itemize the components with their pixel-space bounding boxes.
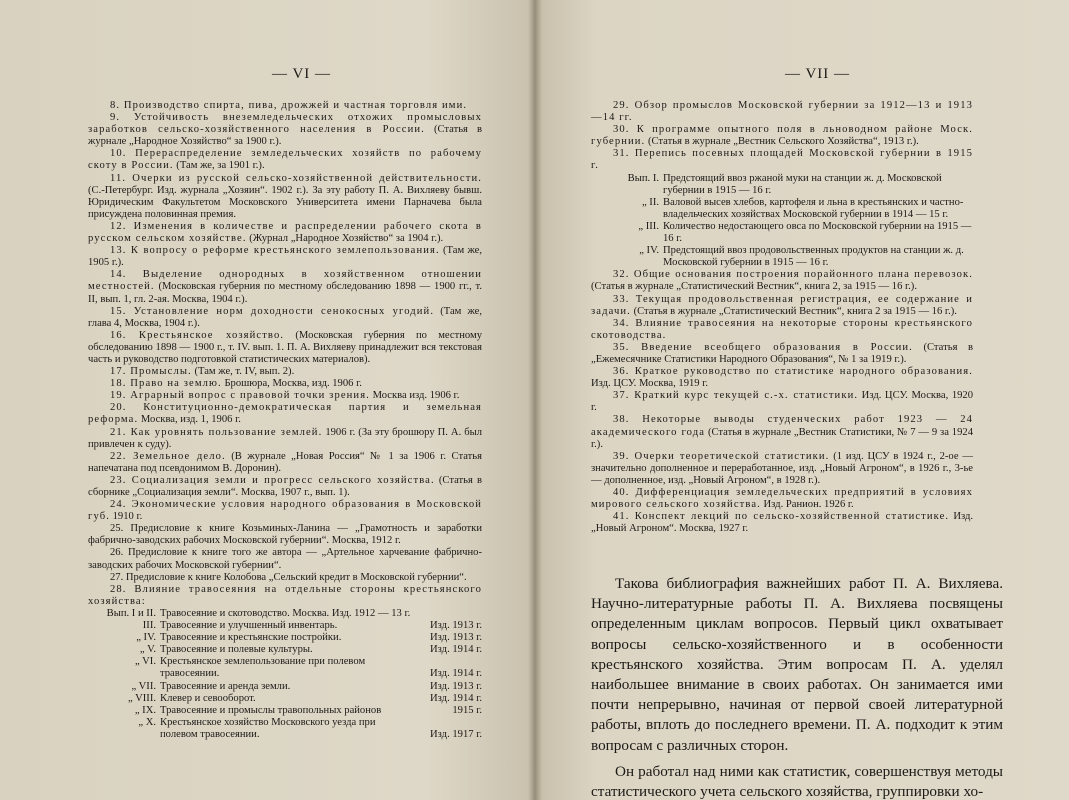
bibliography-entry [88, 547, 482, 571]
sub-item-year: Изд. 1913 г. [430, 620, 482, 632]
sub-item-label: „ III. [638, 220, 659, 232]
sub-item [88, 717, 482, 741]
entry-title: 12. Изменения в количестве и распределении рабочего скота в русском сельском хозяйстве. [88, 220, 482, 245]
sub-item-year: Изд. 1914 г. [430, 668, 482, 680]
entry-title: 37. Краткий курс текущей с.-х. статистики. [613, 390, 859, 402]
entry-title: 32. Общие основания построения порайонного плана перевозок. [613, 269, 973, 281]
sub-item-label: Вып. I и II. [106, 607, 156, 619]
sub-item [88, 632, 482, 644]
sub-item-label: Вып. I. [627, 172, 659, 184]
left-page [0, 0, 533, 800]
sub-item-label: „ IX. [134, 704, 156, 716]
entry-details: (Статья в журнале „Статистический Вестник“, книга 2 за 1915 — 16 г.). [633, 305, 957, 317]
entry-details: (Статья в журнале „Статистический Вестник“, книга 2, за 1915 — 16 г.). [591, 281, 917, 293]
entry-title: 14. Выделение однородных в хозяйственном отношении местностей. [88, 269, 482, 293]
right-page [533, 0, 1069, 800]
entry-title: 22. Земельное дело. [110, 450, 226, 462]
entry-details: (В журнале „Новая Россия“ № 1 за 1906 г. Статья напечатана под псевдонимом В. Доронин). [88, 450, 482, 474]
entry-details: Изд. „Новый Агроном“. Москва, 1927 г. [591, 511, 973, 535]
sub-item-label: „ IV. [136, 632, 156, 644]
sub-item [88, 620, 482, 632]
entry-title: 38. Некоторые выводы студенческих работ 1923 — 24 академического года [591, 414, 973, 438]
sub-item [591, 173, 973, 197]
sub-item-text: Травосеяние и крестьянские постройки. [160, 632, 342, 644]
sub-item-label: „ VI. [135, 656, 156, 668]
sub-item-text: Травосеяние и полевые культуры. [160, 644, 313, 656]
entry-title: 33. Текущая продовольственная регистрация, ее содержание и задачи. [591, 293, 973, 317]
bibliography-entry [88, 427, 482, 451]
bibliography-entry [88, 148, 482, 172]
page-number-right: — VII — [785, 66, 851, 82]
sub-item-year: Изд. 1913 г. [430, 680, 482, 692]
sub-item-label: „ X. [138, 716, 156, 728]
sub-item-text: Крестьянское землепользование при полевом травосеянии. [160, 656, 366, 680]
entry-title: 13. К вопросу о реформе крестьянского землепользования. [110, 245, 440, 257]
prose-paragraph: Он работал над ними как статистик, совершенствуя методы статистического учета сельского хозяйства, группировки хо- [591, 762, 1003, 800]
bibliography-entry [88, 112, 482, 148]
entry-details: (Там же, за 1901 г.). [176, 160, 265, 172]
bibliography-list-right [591, 100, 973, 535]
bibliography-entry [591, 148, 973, 172]
sub-item-year: Изд. 1913 г. [430, 632, 482, 644]
bibliography-entry [591, 318, 973, 342]
prose-paragraph: Такова библиография важнейших работ П. А. Вихляева. Научно-литературные работы П. А. Вихляева посвящены определенным циклам вопросов. Первый цикл охватывает вопросы сельско-хозяйственного и в особенности крестьянского хозяйства. Этим вопросам П. А. уделял наибольшее внимание в своих работах. Он занимается ими почти непрерывно, начиная от первой своей литературной работы, вплоть до последнего времени. П. А. подходит к этим вопросам с различных сторон. [591, 575, 1003, 754]
bibliography-list-left [88, 100, 482, 741]
sub-item [88, 681, 482, 693]
entry-title: 35. Введение всеобщего образования в России. [613, 341, 913, 353]
bibliography-entry [591, 487, 973, 511]
entry-details: (Там же, глава 4, Москва, 1904 г.). [88, 305, 483, 329]
sub-item-year: 1915 г. [452, 704, 482, 716]
entry-details: (Статья в журнале „Вестник Статистики, № 7 — 9 за 1924 г.). [591, 426, 973, 450]
bibliography-entry [88, 330, 482, 366]
bibliography-entry [88, 269, 482, 305]
sub-item [88, 656, 482, 680]
entry-details: 26. Предисловие к книге того же автора — „Артельное харчевание фабрично-заводских рабочих Московской губернии“. [88, 547, 482, 571]
entry-details: (Там же, 1905 г.). [88, 245, 482, 269]
sub-item-label: „ VIII. [127, 692, 156, 704]
sub-item-label: „ V. [139, 644, 156, 656]
body-text [591, 574, 1003, 800]
entry-details: (Московская губерния по местному обследованию 1898 — 1900 г., т. IV. вып. 1. П. А. Вихляеву принадлежит вся текстовая часть и руководство подготовкой статистических материалов). [88, 329, 482, 365]
entry-details: (Статья в „Ежемесячнике Статистики Народного Образования“, № 1 за 1919 г.). [591, 341, 973, 365]
entry-details: Изд. ЦСУ. Москва, 1920 г. [591, 390, 974, 414]
entry-details: 27. Предисловие к книге Колобова „Сельский кредит в Московской губернии“. [110, 571, 467, 583]
sub-item [88, 644, 482, 656]
bibliography-entry [88, 378, 482, 390]
entry-details: (Там же, т. IV, вып. 2). [194, 366, 295, 378]
entry-details: 1910 г. [112, 511, 143, 523]
entry-title: 30. К программе опытного поля в льноводном районе Моск. губернии. [591, 124, 973, 148]
entry-details: Брошюра, Москва, изд. 1906 г. [224, 378, 362, 390]
entry-details: Москва изд. 1906 г. [372, 390, 460, 402]
sub-item-text: Травосеяние и аренда земли. [160, 680, 291, 692]
bibliography-entry [88, 173, 482, 221]
bibliography-entry [591, 511, 973, 535]
entry-details: (Московская губерния по местному обследованию 1898 — 1900 гг., т. II, вып. 1, гл. 2-ая. Москва, 1904 г.). [88, 281, 482, 305]
entry-details: (С.-Петербург. Изд. журнала „Хозяин“. 1902 г.). За эту работу П. А. Вихляеву бывш. Юридическим Факультетом Московского Университета имени Парначева была присуждена половинная премия. [88, 184, 482, 220]
bibliography-entry [591, 451, 973, 487]
bibliography-entry [591, 342, 973, 366]
sub-item-label: „ IV. [639, 245, 659, 257]
entry-details: Москва, изд. 1, 1906 г. [140, 414, 241, 426]
sub-item [88, 705, 482, 717]
bibliography-entry [88, 402, 482, 426]
sub-item [591, 245, 973, 269]
sub-item-text: Валовой высев хлебов, картофеля и льна в крестьянских и частно-владельческих хозяйствах Московской губернии в 1914 — 15 г. [663, 196, 964, 220]
bibliography-entry [88, 306, 482, 330]
bibliography-entry [591, 414, 973, 450]
sub-item [88, 693, 482, 705]
entry-details: (Журнал „Народное Хозяйство“ за 1904 г.). [249, 233, 444, 245]
entry-details: Изд. Ранион. 1926 г. [763, 499, 854, 511]
sub-item-year: Изд. 1914 г. [430, 692, 482, 704]
bibliography-entry [591, 390, 973, 414]
sub-item [591, 221, 973, 245]
entry-title: 29. Обзор промыслов Московской губернии за 1912—13 и 1913—14 гг. [591, 100, 973, 124]
entry-title: 21. Как уровнять пользование землей. [110, 426, 323, 438]
bibliography-entry [88, 584, 482, 608]
bibliography-entry [88, 451, 482, 475]
bibliography-entry [591, 269, 973, 293]
sub-item-label: „ II. [641, 196, 659, 208]
entry-details: (Статья в журнале „Вестник Сельского Хозяйства“, 1913 г.). [647, 136, 919, 148]
sub-item-text: Травосеяние и скотоводство. Москва. Изд. 1912 — 13 г. [160, 607, 411, 619]
bibliography-entry [88, 499, 482, 523]
sub-item-year: Изд. 1914 г. [430, 644, 482, 656]
entry-title: 9. Устойчивость внеземледельческих отхожих промысловых заработков сельско-хозяйственного населения в России. [88, 112, 482, 136]
entry-title: 34. Влияние травосеяния на некоторые стороны крестьянского скотоводства. [591, 317, 973, 341]
bibliography-entry [591, 100, 973, 124]
entry-title: 39. Очерки теоретической статистики. [613, 450, 830, 462]
entry-title: 11. Очерки из русской сельско-хозяйственной действительности. [110, 172, 482, 184]
entry-details: 25. Предисловие к книге Козьминых-Ланина — „Грамотность и заработки фабрично-заводских рабочих Московской губернии“. Москва, 1912 г. [88, 523, 482, 547]
entry-title: 28. Влияние травосеяния на отдельные стороны крестьянского хозяйства: [88, 583, 482, 607]
bibliography-entry [88, 523, 482, 547]
sub-item [88, 608, 482, 620]
entry-details: (Статья в журнале „Народное Хозяйство“ за 1900 г.). [88, 124, 482, 148]
entry-title: 23. Социализация земли и прогресс сельского хозяйства. [110, 474, 435, 486]
entry-title: 36. Краткое руководство по статистике народного образования. [613, 366, 973, 378]
entry-title: 19. Аграрный вопрос с правовой точки зрения. [110, 390, 370, 402]
bibliography-entry [591, 366, 973, 390]
entry-title: 41. Конспект лекций по сельско-хозяйственной статистике. [613, 511, 950, 523]
entry-details: (Статья в сборнике „Социализация земли“. Москва, 1907 г., вып. 1). [88, 474, 483, 498]
bibliography-entry [591, 124, 973, 148]
entry-title: 31. Перепись посевных площадей Московской губернии в 1915 г. [591, 148, 973, 172]
sub-item-text: Предстоящий ввоз ржаной муки на станции ж. д. Московской губернии в 1915 — 16 г. [663, 172, 942, 196]
entry-title: 16. Крестьянское хозяйство. [110, 329, 285, 341]
sub-item [591, 197, 973, 221]
sub-item-year: Изд. 1917 г. [430, 728, 482, 740]
entry-details: Изд. ЦСУ. Москва, 1919 г. [591, 378, 709, 390]
sub-item-text: Количество недостающего овса по Московской губернии на 1915 — 16 г. [663, 220, 972, 245]
page-number-left: — VI — [272, 66, 332, 82]
entry-title: 24. Экономические условия народного образования в Московской губ. [88, 499, 482, 523]
sub-item-text: Травосеяние и улучшенный инвентарь. [160, 620, 338, 632]
entry-title: 20. Конституционно-демократическая партия и земельная реформа. [88, 402, 482, 426]
entry-details: 1906 г. (За эту брошюру П. А. был привлечен к суду). [88, 426, 482, 450]
sub-item-text: Клевер и севооборот. [160, 692, 256, 704]
bibliography-entry [591, 294, 973, 318]
entry-title: 18. Право на землю. [110, 378, 222, 390]
sub-item-label: III. [142, 620, 156, 632]
entry-title: 17. Промыслы. [110, 366, 192, 378]
bibliography-entry [88, 475, 482, 499]
entry-title: 40. Дифференциация земледельческих предприятий в условиях мирового сельского хозяйства. [591, 487, 973, 511]
sub-item-text: Травосеяние и промыслы травопольных районов [160, 704, 382, 716]
entry-title: 8. Производство спирта, пива, дрожжей и частная торговля ими. [110, 100, 468, 111]
bibliography-entry [88, 366, 482, 378]
entry-title: 15. Установление норм доходности сенокосных угодий. [110, 305, 435, 317]
entry-title: 10. Перераспределение земледельческих хозяйств по рабочему скоту в России. [88, 148, 482, 172]
bibliography-entry [88, 100, 482, 112]
sub-item-label: „ VII. [131, 680, 156, 692]
sub-item-text: Крестьянское хозяйство Московского уезда при полевом травосеянии. [160, 716, 376, 740]
sub-item-text: Предстоящий ввоз продовольственных продуктов на станции ж. д. Московской губернии в 1915 — 16 г. [663, 245, 964, 269]
bibliography-entry [88, 390, 482, 402]
bibliography-entry [88, 245, 482, 269]
entry-details: (1 изд. ЦСУ в 1924 г., 2-ое — значительно дополненное и переработанное, изд. „Новый Агроном“, в 1926 г., 3-ье — дополненное, изд. „Новый Агроном“, в 1928 г.). [591, 450, 973, 486]
bibliography-entry [88, 221, 482, 245]
bibliography-entry [88, 572, 482, 584]
